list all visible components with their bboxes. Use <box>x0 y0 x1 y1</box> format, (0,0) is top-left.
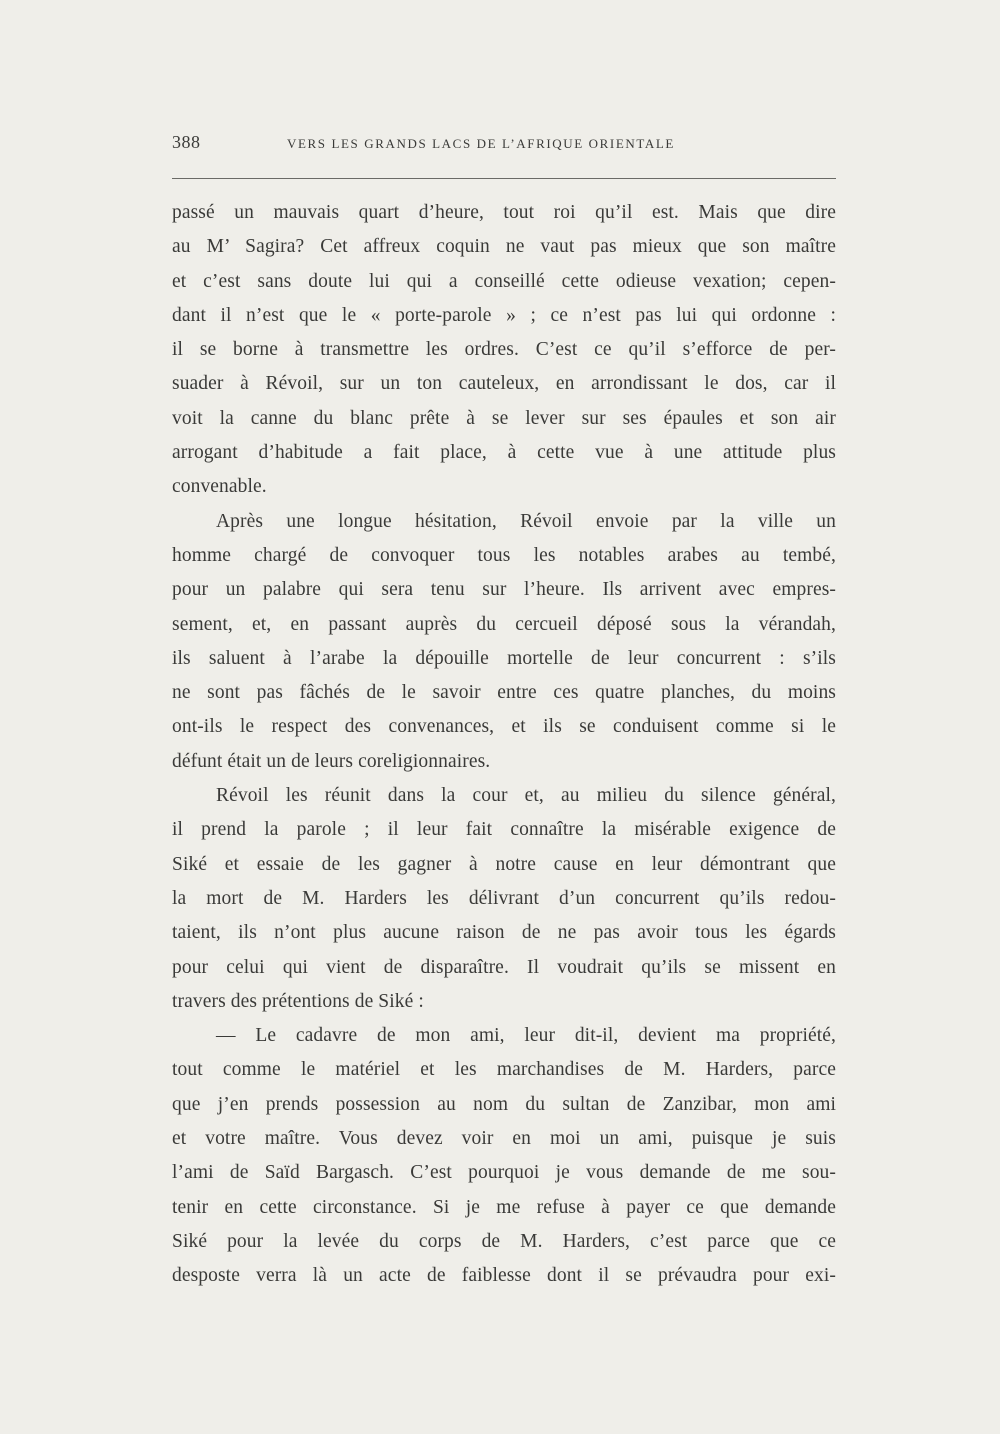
text-line: homme chargé de convoquer tous les notables arabes au tembé, <box>172 544 836 566</box>
text-line: la mort de M. Harders les délivrant d’un concurrent qu’ils redou- <box>172 887 836 909</box>
text-line: tenir en cette circonstance. Si je me refuse à payer ce que demande <box>172 1196 836 1218</box>
text-line: — Le cadavre de mon ami, leur dit-il, devient ma propriété, <box>216 1025 836 1047</box>
text-line: voit la canne du blanc prête à se lever sur ses épaules et son air <box>172 407 836 429</box>
text-line: travers des prétentions de Siké : <box>172 990 424 1012</box>
running-head: VERS LES GRANDS LACS DE L’AFRIQUE ORIENTALE <box>287 136 675 151</box>
text-line: que j’en prends possession au nom du sultan de Zanzibar, mon ami <box>172 1093 836 1115</box>
text-line: l’ami de Saïd Bargasch. C’est pourquoi je vous demande de me sou- <box>172 1162 836 1184</box>
text-line: Siké et essaie de les gagner à notre cause en leur démontrant que <box>172 853 836 875</box>
text-line: sement, et, en passant auprès du cercueil déposé sous la vérandah, <box>172 613 836 635</box>
text-line: convenable. <box>172 476 267 498</box>
header-rule <box>172 178 836 179</box>
text-line: et c’est sans doute lui qui a conseillé cette odieuse vexation; cepen- <box>172 270 836 292</box>
text-line: Après une longue hésitation, Révoil envoie par la ville un <box>216 510 836 532</box>
text-line: pour un palabre qui sera tenu sur l’heure. Ils arrivent avec empres- <box>172 579 836 601</box>
text-line: Siké pour la levée du corps de M. Harders, c’est parce que ce <box>172 1230 836 1252</box>
text-line: arrogant d’habitude a fait place, à cette vue à une attitude plus <box>172 442 836 464</box>
text-line: suader à Révoil, sur un ton cauteleux, en arrondissant le dos, car il <box>172 373 836 395</box>
page-number: 388 <box>172 132 201 152</box>
text-line: au M’ Sagira? Cet affreux coquin ne vaut pas mieux que son maître <box>172 236 836 258</box>
text-line: ils saluent à l’arabe la dépouille mortelle de leur concurrent : s’ils <box>172 647 836 669</box>
body-text <box>172 196 836 1294</box>
text-line: ont-ils le respect des convenances, et ils se conduisent comme si le <box>172 716 836 738</box>
text-line: passé un mauvais quart d’heure, tout roi qu’il est. Mais que dire <box>172 202 836 223</box>
page-header <box>172 132 832 158</box>
text-line: desposte verra là un acte de faiblesse dont il se prévaudra pour exi- <box>172 1265 836 1287</box>
text-line: il prend la parole ; il leur fait connaître la misérable exigence de <box>172 819 836 841</box>
text-line: pour celui qui vient de disparaître. Il voudrait qu’ils se missent en <box>172 956 836 978</box>
text-line: tout comme le matériel et les marchandises de M. Harders, parce <box>172 1059 836 1081</box>
text-line: ne sont pas fâchés de le savoir entre ces quatre planches, du moins <box>172 682 836 704</box>
text-line: taient, ils n’ont plus aucune raison de ne pas avoir tous les égards <box>172 922 836 944</box>
text-line: défunt était un de leurs coreligionnaires. <box>172 750 491 772</box>
text-line: Révoil les réunit dans la cour et, au milieu du silence général, <box>216 785 836 807</box>
text-line: dant il n’est que le « porte-parole » ; ce n’est pas lui qui ordonne : <box>172 304 836 326</box>
text-line: il se borne à transmettre les ordres. C’est ce qu’il s’efforce de per- <box>172 339 836 361</box>
text-line: et votre maître. Vous devez voir en moi un ami, puisque je suis <box>172 1128 836 1150</box>
